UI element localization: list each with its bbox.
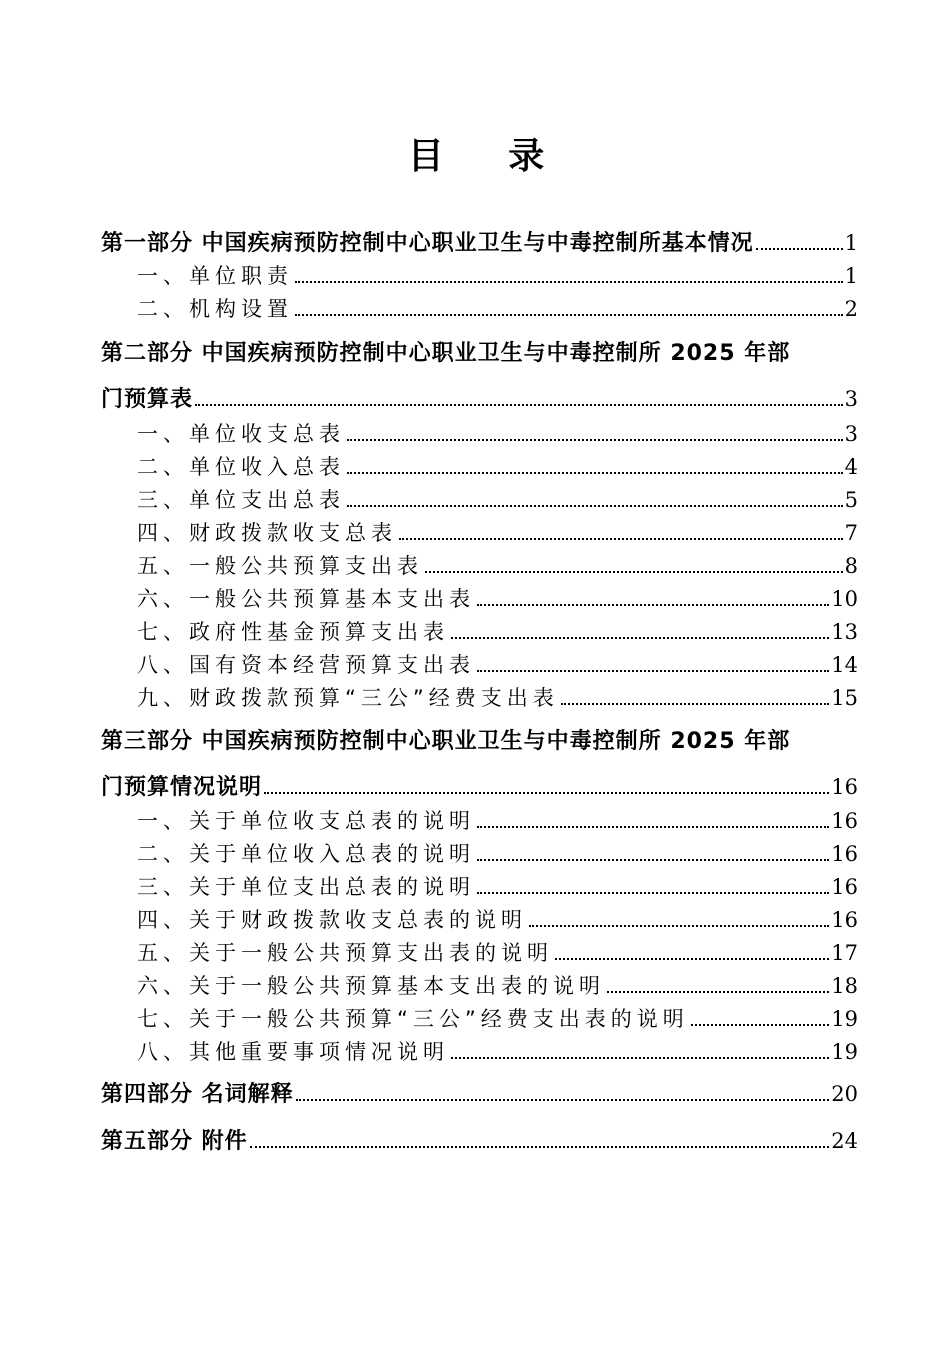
toc-page-number: 3 <box>844 387 858 411</box>
dot-leader <box>561 703 830 705</box>
toc-item[interactable] <box>137 293 858 327</box>
dot-leader <box>451 1057 829 1059</box>
toc-entry-text: 六、关于一般公共预算基本支出表的说明 <box>137 974 605 998</box>
toc-item[interactable] <box>137 616 858 650</box>
toc-entry-text: 第五部分 附件 <box>101 1129 248 1154</box>
dot-leader <box>399 538 843 540</box>
toc-page-number: 20 <box>831 1082 858 1106</box>
toc-page-number: 16 <box>831 908 858 932</box>
toc-page-number: 5 <box>844 488 858 512</box>
dot-leader <box>347 505 843 507</box>
toc-entry-text: 四、关于财政拨款收支总表的说明 <box>137 908 527 932</box>
dot-leader <box>529 925 829 927</box>
dot-leader <box>195 404 843 406</box>
dot-leader <box>555 958 829 960</box>
toc-entry-text: 九、财政拨款预算“三公”经费支出表 <box>137 686 559 710</box>
toc-entry-text: 第一部分 中国疾病预防控制中心职业卫生与中毒控制所基本情况 <box>101 231 754 256</box>
dot-leader <box>477 826 829 828</box>
toc-part-3-line1[interactable]: 第三部分 中国疾病预防控制中心职业卫生与中毒控制所 2025 年部 <box>101 729 791 754</box>
toc-entry-text: 七、关于一般公共预算“三公”经费支出表的说明 <box>137 1007 689 1031</box>
toc-item[interactable] <box>137 583 858 617</box>
toc-item[interactable] <box>137 682 858 716</box>
toc-entry-text: 四、财政拨款收支总表 <box>137 521 397 545</box>
toc-entry-text: 五、关于一般公共预算支出表的说明 <box>137 941 553 965</box>
toc-part-2-line1[interactable]: 第二部分 中国疾病预防控制中心职业卫生与中毒控制所 2025 年部 <box>101 341 791 366</box>
toc-item[interactable] <box>137 1036 858 1070</box>
toc-page-number: 2 <box>844 297 858 321</box>
dot-leader <box>295 281 843 283</box>
toc-page-number: 4 <box>844 455 858 479</box>
toc-page-number: 13 <box>831 620 858 644</box>
dot-leader <box>250 1146 830 1148</box>
toc-page-number: 19 <box>831 1040 858 1064</box>
toc-page-number: 17 <box>831 941 858 965</box>
toc-page-number: 14 <box>831 653 858 677</box>
toc-title: 目 录 <box>407 136 571 177</box>
toc-entry-text: 七、政府性基金预算支出表 <box>137 620 449 644</box>
toc-page-number: 16 <box>831 875 858 899</box>
toc-entry-text: 二、关于单位收入总表的说明 <box>137 842 475 866</box>
toc-page-number: 1 <box>844 264 858 288</box>
toc-item[interactable] <box>137 1003 858 1037</box>
dot-leader <box>296 1099 830 1101</box>
toc-page-number: 3 <box>844 422 858 446</box>
toc-entry-text: 二、单位收入总表 <box>137 455 345 479</box>
dot-leader <box>264 792 829 794</box>
toc-item[interactable] <box>137 871 858 905</box>
toc-entry-text: 八、其他重要事项情况说明 <box>137 1040 449 1064</box>
toc-part-1[interactable] <box>101 226 858 260</box>
dot-leader <box>295 314 843 316</box>
toc-part-3[interactable] <box>101 770 858 804</box>
toc-page-number: 15 <box>831 686 858 710</box>
toc-item[interactable] <box>137 484 858 518</box>
dot-leader <box>756 248 843 250</box>
dot-leader <box>451 637 829 639</box>
toc-entry-text: 一、单位职责 <box>137 264 293 288</box>
toc-page-number: 16 <box>831 809 858 833</box>
toc-item[interactable] <box>137 550 858 584</box>
toc-page-number: 10 <box>831 587 858 611</box>
toc-item[interactable] <box>137 904 858 938</box>
dot-leader <box>347 439 843 441</box>
dot-leader <box>477 892 829 894</box>
dot-leader <box>477 670 829 672</box>
dot-leader <box>477 859 829 861</box>
toc-entry-text: 五、一般公共预算支出表 <box>137 554 423 578</box>
toc-page-number: 8 <box>844 554 858 578</box>
dot-leader <box>347 472 843 474</box>
toc-entry-text: 第四部分 名词解释 <box>101 1082 294 1107</box>
toc-page-number: 18 <box>831 974 858 998</box>
dot-leader <box>477 604 829 606</box>
toc-item[interactable] <box>137 970 858 1004</box>
toc-entry-text: 六、一般公共预算基本支出表 <box>137 587 475 611</box>
toc-entry-text: 门预算情况说明 <box>101 775 263 800</box>
toc-part-4[interactable] <box>101 1077 858 1111</box>
dot-leader <box>607 991 829 993</box>
toc-page-number: 19 <box>831 1007 858 1031</box>
toc-item[interactable] <box>137 805 858 839</box>
toc-entry-text: 三、关于单位支出总表的说明 <box>137 875 475 899</box>
toc-page-number: 7 <box>844 521 858 545</box>
toc-item[interactable] <box>137 418 858 452</box>
toc-item[interactable] <box>137 517 858 551</box>
toc-item[interactable] <box>137 451 858 485</box>
toc-entry-text: 三、单位支出总表 <box>137 488 345 512</box>
toc-entry-text: 一、关于单位收支总表的说明 <box>137 809 475 833</box>
toc-item[interactable] <box>137 838 858 872</box>
toc-entry-text: 门预算表 <box>101 387 194 412</box>
toc-page-number: 16 <box>831 775 858 799</box>
toc-page-number: 24 <box>831 1129 858 1153</box>
toc-item[interactable] <box>137 649 858 683</box>
toc-page-number: 16 <box>831 842 858 866</box>
toc-entry-text: 一、单位收支总表 <box>137 422 345 446</box>
toc-page-number: 1 <box>844 231 858 255</box>
dot-leader <box>425 571 843 573</box>
toc-item[interactable] <box>137 260 858 294</box>
toc-part-5[interactable] <box>101 1124 858 1158</box>
toc-part-2[interactable] <box>101 382 858 416</box>
toc-item[interactable] <box>137 937 858 971</box>
dot-leader <box>691 1024 830 1026</box>
toc-entry-text: 二、机构设置 <box>137 297 293 321</box>
toc-entry-text: 八、国有资本经营预算支出表 <box>137 653 475 677</box>
